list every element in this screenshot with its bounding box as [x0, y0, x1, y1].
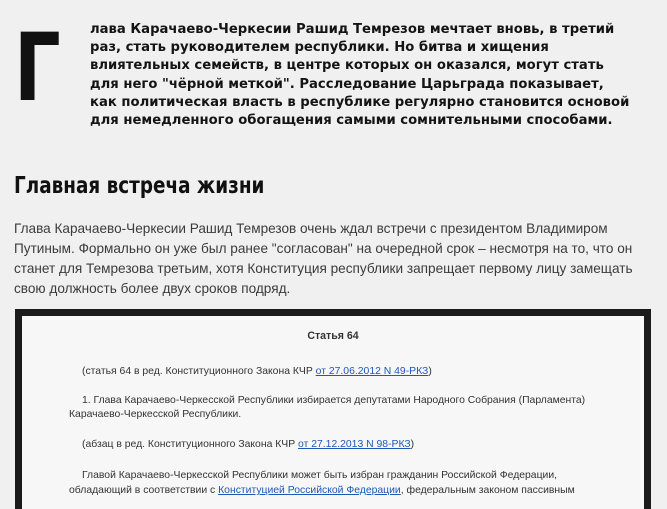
constitution-link[interactable]: Конституцией Российской Федерации: [218, 485, 401, 496]
paragraph-2-line-2-prefix: обладающий в соответствии с: [69, 485, 219, 496]
article-paragraph: Глава Карачаево-Черкесии Рашид Темрезов очень ждал встречи с президентом Владимиром Путиным. Формально он уже был ранее "согласован" на очередной срок – несмотря на то, что он станет для Темрезова третьим, хотя Конституция республики запрещает первому лицу замещать свою должность более двух сроков подряд.: [14, 221, 633, 296]
edit-note-1: [82, 366, 432, 377]
paragraph-2-line-1: Главой Карачаево-Черкесской Республики может быть избран гражданин Российской Федерации,: [82, 470, 558, 481]
paragraph-2-line-2-suffix: , федеральным законом пассивным: [400, 485, 575, 496]
article-lead: лава Карачаево-Черкесии Рашид Темрезов мечтает вновь, в третий раз, стать руководителем республики. Но битва и хищения влиятельных семейств, в центре которых он оказался, могут стать для него "чёрной меткой". Расследование Царьграда показывает, как политическая власть в республике регулярно становится основой для немедленного обогащения самыми сомнительными способами.: [90, 22, 630, 129]
section-heading: Главная встреча жизни: [14, 173, 265, 199]
document-title: Статья 64: [307, 330, 359, 342]
dropcap-letter: Г: [14, 14, 61, 123]
edit-note-1-prefix: (статья 64 в ред. Конституционного Закона КЧР: [82, 366, 316, 377]
edit-note-2-link[interactable]: от 27.12.2013 N 98-РКЗ: [298, 439, 411, 450]
paragraph-2-line-2: [69, 485, 575, 496]
document-page: [22, 316, 644, 509]
edit-note-2-prefix: (абзац в ред. Конституционного Закона КЧР: [82, 439, 299, 450]
edit-note-1-suffix: ): [428, 366, 432, 377]
edit-note-1-link[interactable]: от 27.06.2012 N 49-РКЗ: [315, 366, 429, 377]
paragraph-1-line-1: 1. Глава Карачаево-Черкесской Республики избирается депутатами Народного Собрания (Парламента): [82, 395, 586, 406]
edit-note-2: [82, 439, 414, 450]
document-screenshot: [15, 309, 651, 509]
edit-note-2-suffix: ): [410, 439, 415, 450]
paragraph-1-line-2: Карачаево-Черкесской Республики.: [69, 409, 242, 420]
